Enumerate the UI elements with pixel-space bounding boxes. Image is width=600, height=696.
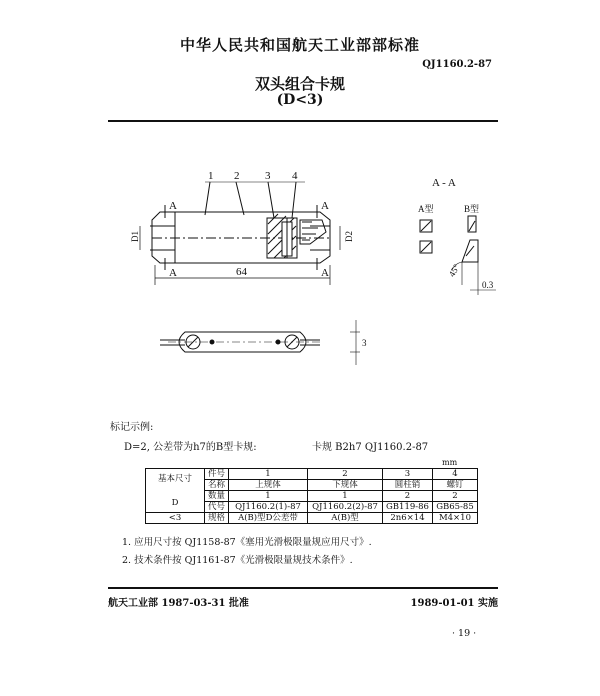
footer-rule xyxy=(108,587,498,589)
section-mark-tr: A xyxy=(321,200,329,212)
dim-length: 64 xyxy=(236,266,247,278)
example-line: D=2, 公差带为h7的B型卡规: xyxy=(124,442,257,453)
example-marking: 卡规 B2h7 QJ1160.2-87 xyxy=(312,442,429,453)
table-cell: GB119-86 xyxy=(383,502,433,513)
page-subtitle: (D<3) xyxy=(276,92,324,108)
table-cell: 下规体 xyxy=(308,480,383,491)
example-label: 标记示例: xyxy=(110,422,154,433)
callout-2: 2 xyxy=(234,170,240,182)
callout-3: 3 xyxy=(265,170,271,182)
page-number: · 19 · xyxy=(452,628,477,639)
gauge-top-view xyxy=(160,320,360,365)
type-a-label: A型 xyxy=(418,204,434,214)
dim-thickness: 3 xyxy=(362,338,367,348)
table-cell: 2 xyxy=(383,491,433,502)
table-cell: 上规体 xyxy=(229,480,308,491)
dim-angle: 45° xyxy=(446,262,462,279)
table-cell: 螺钉 xyxy=(432,480,477,491)
callout-leaders xyxy=(205,182,305,218)
table-cell: 3 xyxy=(383,469,433,480)
row-label: 件号 xyxy=(205,469,229,480)
callout-4: 4 xyxy=(292,170,298,182)
section-mark-bl: A xyxy=(169,267,177,279)
unit-label: mm xyxy=(442,458,458,467)
table-cell: QJ1160.2(2)-87 xyxy=(308,502,383,513)
row-label: 代号 xyxy=(205,502,229,513)
table-cell: 2 xyxy=(432,491,477,502)
dim-d1: D1 xyxy=(130,231,140,242)
section-title: A - A xyxy=(432,177,456,189)
section-mark-tl: A xyxy=(169,200,177,212)
section-mark-br: A xyxy=(321,267,329,279)
table-cell: A(B)型 xyxy=(308,513,383,524)
table-row xyxy=(146,513,478,524)
type-b-label: B型 xyxy=(464,204,480,214)
row-label: 数量 xyxy=(205,491,229,502)
table-row xyxy=(146,469,478,480)
standard-org-title: 中华人民共和国航天工业部部标准 xyxy=(179,36,420,54)
note-1: 1. 应用尺寸按 QJ1158-87《塞用光滑极限量规应用尺寸》. xyxy=(122,537,372,548)
table-cell: 4 xyxy=(432,469,477,480)
table-cell: 1 xyxy=(229,491,308,502)
page-title: 双头组合卡规 xyxy=(254,75,345,93)
dim-gap: 0.3 xyxy=(482,280,494,290)
row-label: 规格 xyxy=(205,513,229,524)
table-cell: 2 xyxy=(308,469,383,480)
spec-table xyxy=(145,468,478,524)
effective-date: 1989-01-01 实施 xyxy=(410,598,498,609)
basic-size-cell: 基本尺寸 D xyxy=(146,469,205,513)
table-cell: QJ1160.2(1)-87 xyxy=(229,502,308,513)
table-cell: A(B)型D公差带 xyxy=(229,513,308,524)
dim-d2: D2 xyxy=(344,231,354,242)
standard-code: QJ1160.2-87 xyxy=(422,59,492,70)
approval-text: 航天工业部 1987-03-31 批准 xyxy=(108,598,249,609)
callout-1: 1 xyxy=(208,170,214,182)
table-cell: 1 xyxy=(229,469,308,480)
note-2: 2. 技术条件按 QJ1161-87《光滑极限量规技术条件》. xyxy=(122,555,353,566)
table-cell: GB65-85 xyxy=(432,502,477,513)
table-cell: M4×10 xyxy=(432,513,477,524)
row-label: 名称 xyxy=(205,480,229,491)
gauge-front-view xyxy=(150,212,330,263)
table-cell: 1 xyxy=(308,491,383,502)
table-cell: 2n6×14 xyxy=(383,513,433,524)
table-cell: 圆柱销 xyxy=(383,480,433,491)
range-cell: <3 xyxy=(146,513,205,524)
